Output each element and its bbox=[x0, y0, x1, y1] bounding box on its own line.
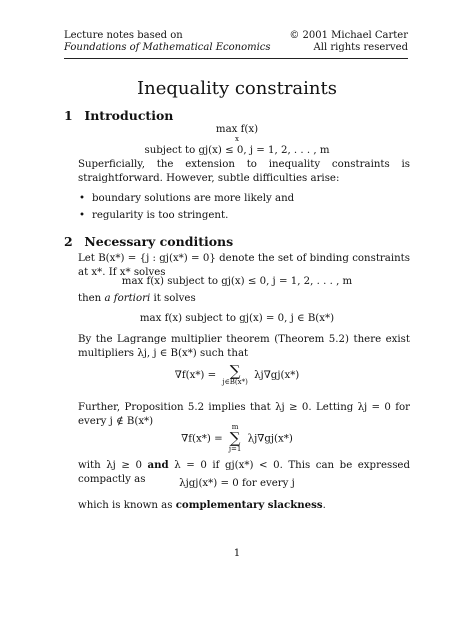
bullet-item: • boundary solutions are more likely and bbox=[92, 193, 294, 204]
fortiori-paragraph: then a fortiori it solves bbox=[78, 293, 196, 304]
section-title: Necessary conditions bbox=[84, 234, 234, 249]
header-copyright: © 2001 Michael Carter bbox=[289, 30, 408, 41]
header-rule bbox=[64, 58, 408, 59]
section-heading-necessary-conditions bbox=[64, 234, 233, 249]
lagrange-paragraph: By the Lagrange multiplier theorem (Theorem 5.2) there exist multipliers λj, j ∈ B(x*) such that bbox=[78, 334, 410, 359]
section-title: Introduction bbox=[84, 108, 174, 123]
header-right bbox=[289, 30, 408, 54]
header-course-line: Lecture notes based on bbox=[64, 30, 183, 41]
inequality-problem-equation: max f(x) subject to gj(x) ≤ 0, j = 1, 2, . . . , m bbox=[121, 276, 353, 287]
section-number: 1 bbox=[64, 108, 73, 123]
page-title: Inequality constraints bbox=[137, 78, 337, 99]
complementary-slackness-equation: λjgj(x*) = 0 for every j bbox=[179, 478, 295, 489]
header-left bbox=[64, 30, 271, 54]
multiplier-sign-paragraph: with λj ≥ 0 and λ = 0 if gj(x*) < 0. This can be expressed compactly as bbox=[78, 459, 410, 485]
intro-max-equation: max f(x) x bbox=[215, 124, 259, 143]
section-number: 2 bbox=[64, 234, 73, 249]
slackness-paragraph: which is known as complementary slackness. bbox=[78, 499, 326, 511]
header-rights: All rights reserved bbox=[313, 42, 408, 53]
section-heading-introduction bbox=[64, 108, 173, 123]
page-number: 1 bbox=[233, 548, 241, 559]
binding-set-paragraph: Let B(x*) = {j : gj(x*) = 0} denote the set of binding constraints at x*. If x* solves bbox=[78, 253, 410, 278]
term-complementary-slackness: complementary slackness bbox=[175, 499, 323, 511]
intro-constraint-equation: subject to gj(x) ≤ 0, j = 1, 2, . . . , m bbox=[144, 145, 330, 156]
bullet-item: • regularity is too stringent. bbox=[92, 210, 228, 221]
kuhn-tucker-equation: ∇f(x*) = m ∑ j=1 λj∇gj(x*) bbox=[181, 423, 293, 453]
equality-problem-equation: max f(x) subject to gj(x) = 0, j ∈ B(x*) bbox=[139, 313, 335, 324]
intro-paragraph: Superficially, the extension to inequality constraints is straightforward. However, subtle difficulties arise: bbox=[78, 159, 410, 184]
header-book-title: Foundations of Mathematical Economics bbox=[64, 42, 271, 53]
proposition-paragraph: Further, Proposition 5.2 implies that λj ≥ 0. Letting λj = 0 for every j ∉ B(x*) bbox=[78, 402, 410, 427]
lagrange-equation: ∇f(x*) = ∑ j∈B(x*) λj∇gj(x*) bbox=[174, 362, 300, 386]
